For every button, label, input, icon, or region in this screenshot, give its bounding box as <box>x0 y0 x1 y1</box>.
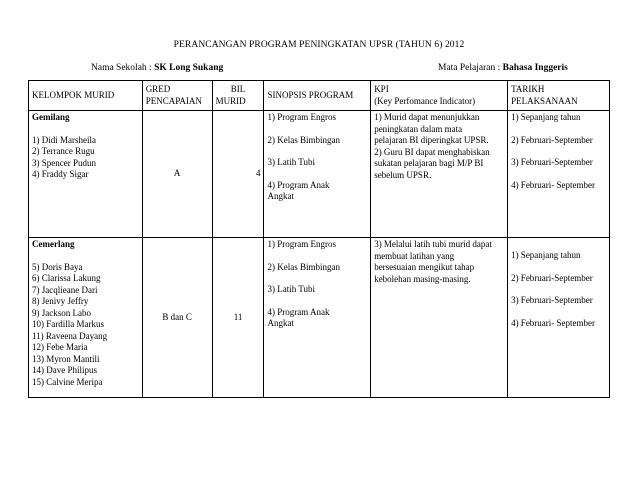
header-row <box>29 81 610 111</box>
subject-name: Bahasa Inggeris <box>502 63 568 73</box>
student-name: 5) Doris Baya <box>32 261 83 272</box>
group-cell <box>29 238 143 398</box>
student-name: 3) Spencer Pudun <box>32 157 96 168</box>
student-name: 2) Terrance Rugu <box>32 146 95 156</box>
header-grade: GRED PENCAPAIAN <box>142 81 212 111</box>
student-name: 14) Dave Philipus <box>32 365 97 375</box>
school-name: SK Long Sukang <box>154 63 224 73</box>
synopsis-cell: 1) Program Engros 2) Kelas Bimbingan 3) Latih Tubi 4) Program Anak Angkat <box>264 111 371 238</box>
student-name: 7) Jacqlieane Dari <box>32 284 98 295</box>
subject-line <box>438 63 568 73</box>
synopsis-cell: 1) Program Engros 2) Kelas Bimbingan 3) Latih Tubi 4) Program Anak Angkat <box>264 238 371 398</box>
school-label: Nama Sekolah : <box>91 63 155 73</box>
group-name: Cemerlang <box>32 239 75 249</box>
student-name: 13) Myron Mantili <box>32 353 100 364</box>
subject-label: Mata Pelajaran : <box>438 63 503 73</box>
student-name: 10) Fardilla Markus <box>32 319 104 329</box>
date-cell: 1) Sepanjang tahun 2) Februari-September 3) Februari-September 4) Februari- September <box>508 238 610 398</box>
student-name: 6) Clarissa Lakung <box>32 273 101 283</box>
student-name: 8) Jenivy Jeffry <box>32 296 89 306</box>
table-row <box>29 111 610 238</box>
student-name: 4) Fraddy Sigar <box>32 169 89 179</box>
table-row <box>29 238 610 398</box>
student-name: 9) Jackson Labo <box>32 307 91 318</box>
header-count: BIL MURID <box>212 81 264 111</box>
date-cell: 1) Sepanjang tahun 2) Februari-September 3) Februari-September 4) Februari- September <box>508 111 610 238</box>
program-table <box>28 80 610 398</box>
school-line <box>91 63 223 73</box>
count-cell: 4 <box>212 111 264 238</box>
student-name: 12) Febe Maria <box>32 342 88 352</box>
header-synopsis: SINOPSIS PROGRAM <box>264 81 371 111</box>
document-title: PERANCANGAN PROGRAM PENINGKATAN UPSR (TAHUN 6) 2012 <box>173 40 465 50</box>
student-name: 11) Raveena Dayang <box>32 330 108 341</box>
kpi-cell: 1) Murid dapat menunjukkan peningkatan dalam mata pelajaran BI diperingkat UPSR. 2) Guru BI dapat menghabiskan sukatan pelajaran bagi M/P BI sebelum UPSR. <box>371 111 508 238</box>
grade-cell: A <box>142 111 212 238</box>
header-group: KELOMPOK MURID <box>29 81 143 111</box>
header-kpi: KPI (Key Perfomance Indicator) <box>371 81 508 111</box>
student-name: 1) Didi Marsheila <box>32 134 96 145</box>
group-name: Gemilang <box>32 112 70 122</box>
grade-cell: B dan C <box>142 238 212 398</box>
header-date: TARIKH PELAKSANAAN <box>508 81 610 111</box>
group-cell <box>29 111 143 238</box>
kpi-cell: 3) Melalui latih tubi murid dapat membuat latihan yang bersesuaian mengikut tahap kebolehan masing-masing. <box>371 238 508 398</box>
count-cell: 11 <box>212 238 264 398</box>
student-name: 15) Calvine Meripa <box>32 376 103 387</box>
